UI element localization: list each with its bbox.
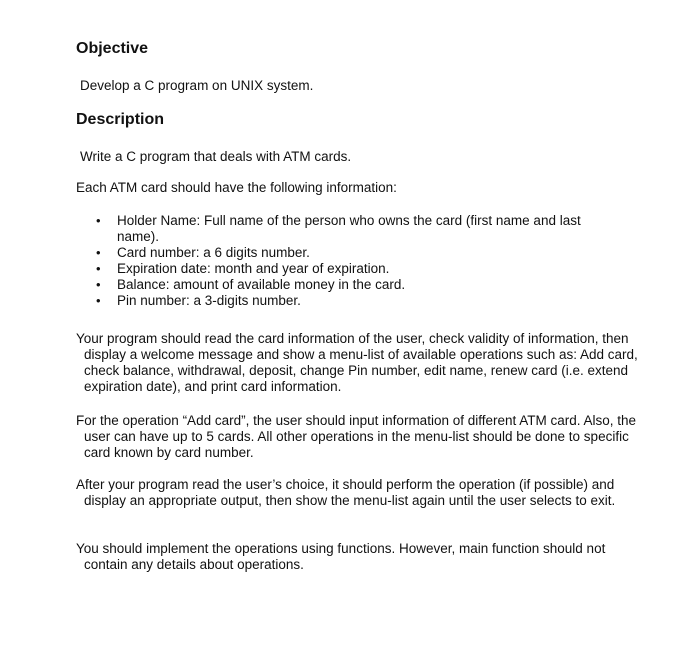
objective-heading: Objective (76, 40, 149, 57)
add-card-paragraph: For the operation “Add card”, the user should input information of different ATM card. Also, the user can have up to 5 cards. All other operations in the menu-list should be done to specific card known by card number. (76, 413, 637, 460)
bullet-icon: • (96, 261, 101, 276)
description-intro: Write a C program that deals with ATM cards. (80, 149, 352, 164)
bullet-icon: • (96, 245, 101, 260)
list-item-text: Expiration date: month and year of expiration. (117, 261, 390, 276)
list-item (96, 261, 617, 277)
list-item (96, 213, 617, 245)
card-info-lead: Each ATM card should have the following information: (76, 180, 397, 195)
bullet-icon: • (96, 213, 101, 228)
bullet-icon: • (96, 293, 101, 308)
list-item-text: Holder Name: Full name of the person who owns the card (first name and last name). (117, 213, 581, 244)
program-flow-paragraph: Your program should read the card information of the user, check validity of information, then display a welcome message and show a menu-list of available operations such as: Add card, check balance, withdrawal, deposit, change Pin number, edit name, renew card (i.e. extend expiration date), and print card information. (76, 331, 638, 394)
functions-paragraph: You should implement the operations using functions. However, main function should not contain any details about operations. (76, 541, 606, 572)
list-item (96, 245, 617, 261)
list-item-text: Pin number: a 3-digits number. (117, 293, 301, 308)
objective-text: Develop a C program on UNIX system. (80, 78, 314, 93)
card-info-list (96, 213, 617, 309)
list-item (96, 293, 617, 309)
description-heading: Description (76, 111, 165, 128)
list-item-text: Balance: amount of available money in the card. (117, 277, 406, 292)
list-item (96, 277, 617, 293)
list-item-text: Card number: a 6 digits number. (117, 245, 310, 260)
menu-loop-paragraph: After your program read the user’s choice, it should perform the operation (if possible) and display an appropriate output, then show the menu-list again until the user selects to exit. (76, 477, 616, 508)
bullet-icon: • (96, 277, 101, 292)
